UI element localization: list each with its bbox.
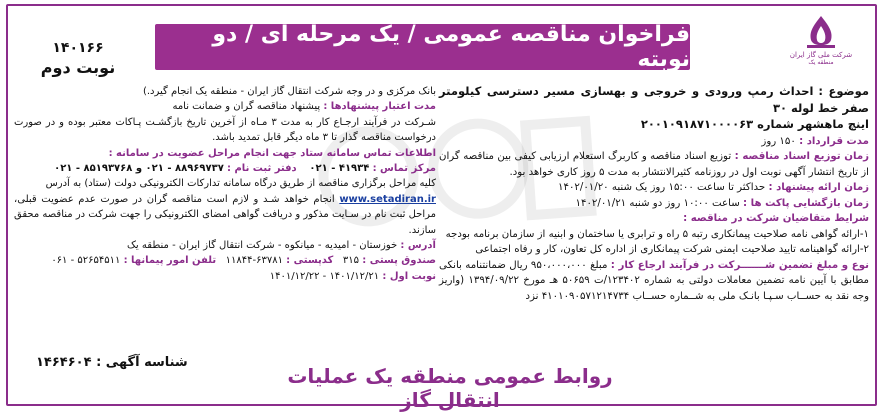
stages-text-2: انجام خواهد شـد و لازم است مناقصه گران در صورت عدم عضویت قبلی، مراحل ثبت نام در سـایت مذکور و دریافت گواهی امضای الکترونیکی را جهت شرکت در مناقصه محقق سازند. bbox=[14, 193, 436, 236]
contact-heading-text: اطلاعات تماس سامانه ستاد جهت انجام مراحل عضویت در سامانه : bbox=[108, 147, 436, 159]
left-column bbox=[14, 84, 436, 284]
contract-duration bbox=[439, 134, 869, 150]
subject-label: موضوع : bbox=[818, 84, 869, 98]
phone-text: ۵۲۶۵۴۵۱۱ - ۰۶۱ bbox=[51, 255, 121, 267]
office-number: ۸۸۹۶۹۷۳۷ - ۰۲۱ و ۸۵۱۹۳۷۶۸ - ۰۲۱ bbox=[54, 163, 224, 175]
offer-label: زمان ارائه پیشنهاد : bbox=[768, 182, 869, 193]
open-text: ساعت ۱۰:۰۰ روز دو شنبه ۱۴۰۲/۰۱/۲۱ bbox=[575, 197, 740, 209]
postal-paragraph bbox=[14, 253, 436, 268]
validity-paragraph bbox=[14, 99, 436, 114]
publish-text: ۱۴۰۱/۱۲/۲۱ - ۱۴۰۱/۱۲/۲۲ bbox=[269, 270, 380, 282]
support-number: ۴۱۹۳۴ - ۰۲۱ bbox=[309, 163, 370, 175]
reference-number: ۱۴۰۱۶۶ bbox=[52, 40, 104, 56]
validity-text-2: شـرکت در فرآیند ارجـاع کار به مدت ۳ مـاه از آخرین تاریخ بازگشـت پـاکات معتبر بوده و در صورت درخواست مناقصه گذار تا ۳ ماه دیگر قابل تمدید باشد. bbox=[14, 116, 436, 144]
address-label: آدرس : bbox=[400, 240, 436, 252]
condition-item-2 bbox=[439, 242, 869, 258]
offer-deadline bbox=[439, 180, 869, 196]
logo-company-name: شرکت ملی گاز ایران bbox=[789, 51, 853, 59]
subject-text: احداث رمپ ورودی و خروجی و بهسازی مسیر دسترسی کیلومتر صفر خط لوله ۳۰ bbox=[439, 84, 869, 115]
setad-website-link[interactable]: www.setadiran.ir bbox=[339, 193, 436, 205]
ad-title-banner bbox=[155, 24, 690, 70]
phone-label: تلفن امور پیمانها : bbox=[123, 255, 217, 267]
validity-label: مدت اعتبار پیشنهادها : bbox=[323, 101, 436, 113]
contract-text: ۱۵۰ روز bbox=[761, 135, 796, 147]
subject-paragraph bbox=[439, 84, 869, 117]
ad-title: فراخوان مناقصه عمومی / یک مرحله ای / دو نوبته bbox=[212, 22, 690, 72]
bank-paragraph bbox=[14, 84, 436, 99]
conditions-heading bbox=[439, 211, 869, 227]
offer-text: حداکثر تا ساعت ۱۵:۰۰ روز یک شنبه ۱۴۰۲/۰۱/۲۰ bbox=[558, 182, 766, 193]
condition-text-2: ۲-ارائه گواهینامه تایید صلاحیت ایمنی شرکت پیمانکاری از اداره کل تعاون، کار و رفاه اجتماعی bbox=[475, 244, 869, 255]
footer-signature bbox=[270, 364, 630, 412]
address-text: خوزستان - امیدیه - میانکوه - شرکت انتقال گاز ایران - منطقه یک bbox=[126, 240, 398, 252]
opening-time bbox=[439, 196, 869, 212]
condition-item-1 bbox=[439, 227, 869, 243]
guarantee-label: نوع و مبلغ تضمین شـــــــرکت در فرآیند ارجاع کار : bbox=[610, 259, 869, 271]
docs-distribution bbox=[439, 149, 869, 180]
bank-text: بانک مرکزی و در وجه شرکت انتقال گاز ایران - منطقه یک انجام گیرد.) bbox=[142, 86, 436, 97]
guarantee-text: مبلغ ۹۵۰،۰۰۰،۰۰۰ ریال ضمانتنامه بانکی مطابق با آیین نامه تضمین معاملات دولتی به شماره ۱۲۳۴۰۲/ت ۵۰۶۵۹ هـ مورخ ۱۳۹۴/۰۹/۲۲ (واریز وجه نقد به حســاب سـپـا بانـک ملی به شــماره حســاب ۴۱۰۱۰۹۰۵۷۱۲۱۴۷۳۴ نزد bbox=[439, 259, 870, 302]
conditions-label: شرایط متقاضیان شرکت در مناقصه : bbox=[683, 213, 869, 224]
stages-paragraph bbox=[14, 176, 436, 191]
publication-turn: نوبت دوم bbox=[40, 58, 116, 77]
postal-text: ۶۳۷۸۱-۱۱۸۴۴ bbox=[225, 255, 283, 267]
condition-text-1: ۱-ارائه گواهی نامه صلاحیت پیمانکاری رتبه ۵ راه و ترابری یا ساختمان و ابنیه از سازمان برنامه بودجه bbox=[445, 228, 869, 240]
guarantee-paragraph bbox=[439, 258, 869, 305]
ad-id-label: شناسه آگهی : bbox=[96, 355, 188, 370]
publish-label: نوبت اول : bbox=[382, 270, 436, 282]
subject-paragraph-2 bbox=[439, 117, 869, 134]
validity-text: پیشنهاد مناقصه گران و ضمانت نامه bbox=[172, 101, 321, 113]
contract-label: مدت قرارداد : bbox=[799, 135, 869, 147]
stages-text: کلیه مراحل برگزاری مناقصه از طریق درگاه سامانه تدارکات الکترونیکی دولت (ستاد) به آدرس bbox=[45, 178, 436, 190]
contact-heading bbox=[14, 146, 436, 161]
pobox-label: صندوق پستی : bbox=[362, 255, 436, 267]
open-label: زمان بازگشایی پاکت ها : bbox=[743, 197, 869, 209]
docs-label: زمان توزیع اسناد مناقصه : bbox=[734, 151, 869, 162]
company-logo bbox=[773, 14, 869, 74]
logo-region: منطقه یک bbox=[808, 59, 834, 66]
publish-paragraph bbox=[14, 269, 436, 284]
footer-text: روابط عمومی منطقه یک عملیات انتقال گاز bbox=[287, 364, 613, 412]
validity-paragraph-2 bbox=[14, 115, 436, 146]
pobox-text: ۳۱۵ bbox=[342, 255, 360, 267]
ad-reference-box bbox=[18, 38, 138, 78]
office-label: دفتر ثبت نام : bbox=[227, 163, 297, 175]
postal-label: کدپستی : bbox=[286, 255, 334, 267]
right-column bbox=[439, 84, 869, 304]
support-label: مرکز تماس : bbox=[372, 163, 436, 175]
docs-text: توزیع اسناد مناقصه و کاربرگ استعلام ارزیابی کیفی بین مناقصه گران از تاریخ انتشار آگهی نوبت اول در روزنامه کثیرالانتشار به مدت ۵ روز کاری خواهد بود. bbox=[439, 151, 869, 178]
contact-numbers bbox=[14, 161, 436, 176]
ad-id bbox=[36, 355, 188, 370]
gas-flame-logo-icon bbox=[801, 14, 841, 50]
address-paragraph bbox=[14, 238, 436, 253]
stages-paragraph-2 bbox=[14, 192, 436, 238]
ad-id-value: ۱۴۶۴۶۰۴ bbox=[36, 355, 92, 370]
subject-text-2: اینچ ماهشهر شماره ۲۰۰۱۰۹۱۸۷۱۰۰۰۰۶۳ bbox=[640, 117, 869, 131]
